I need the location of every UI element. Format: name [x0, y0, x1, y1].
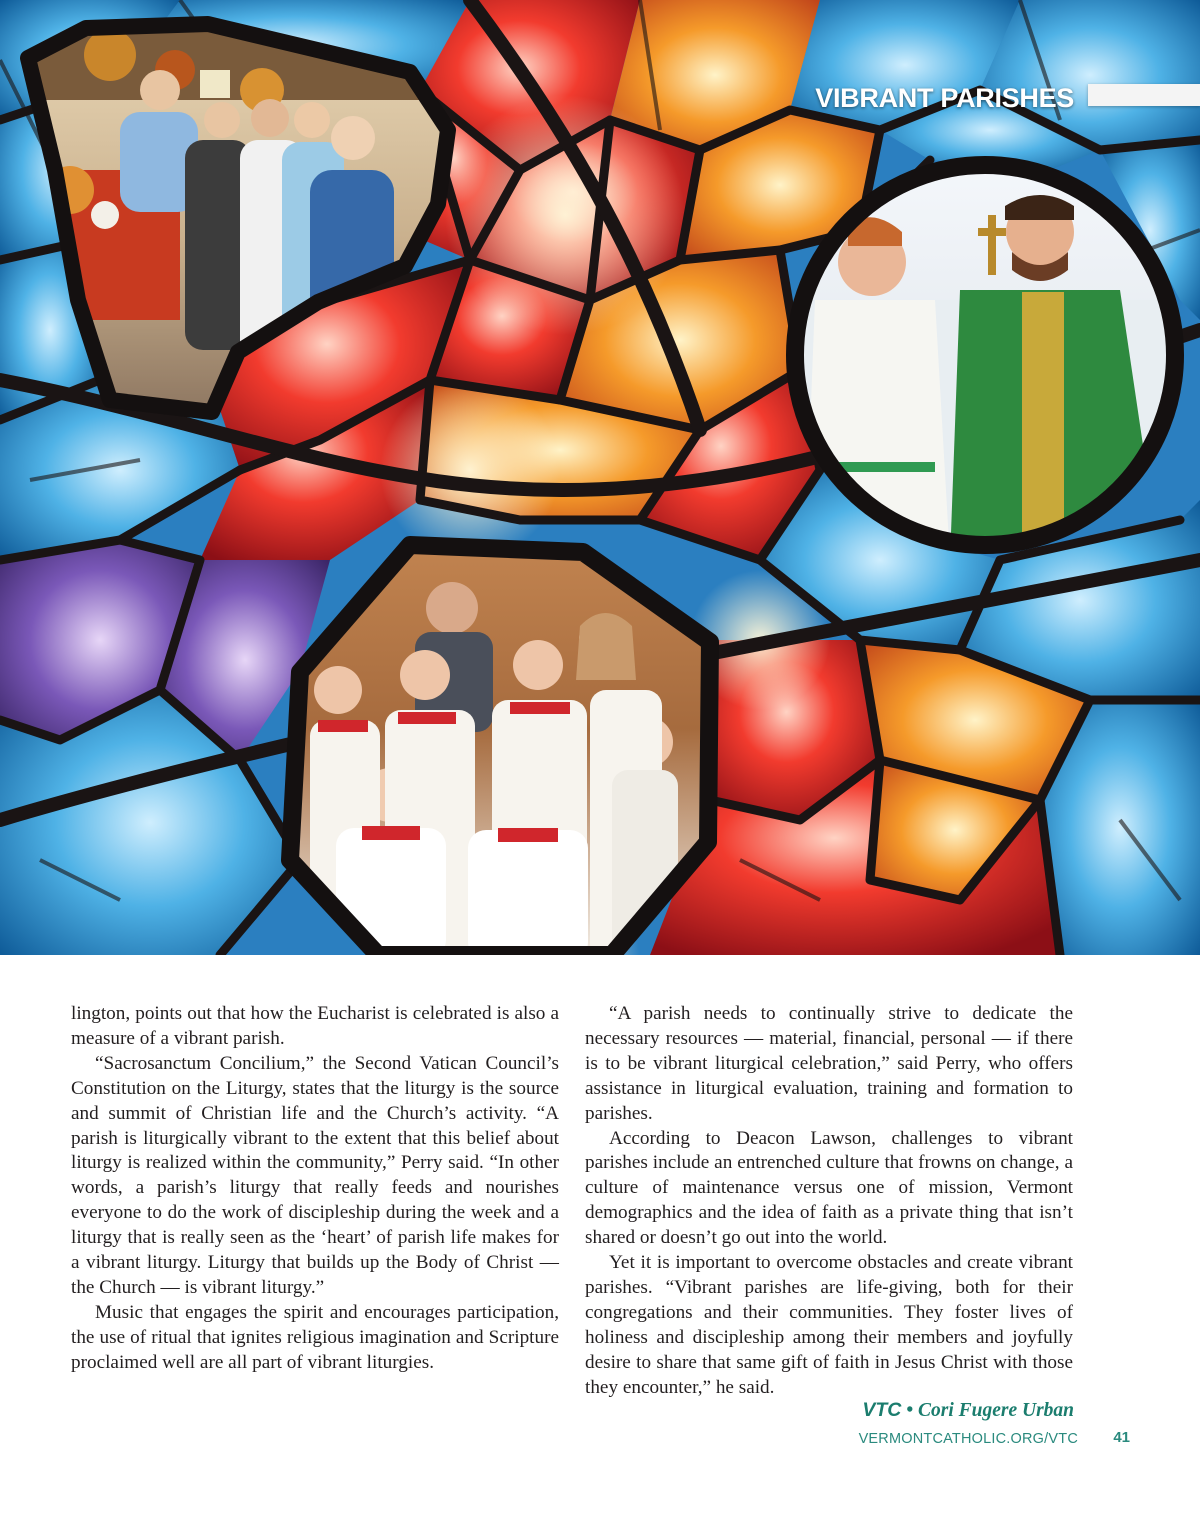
page-number: 41 [1113, 1429, 1130, 1446]
byline-separator: • [901, 1400, 918, 1421]
paragraph: “Sacrosanctum Concilium,” the Second Vatican Council’s Constitution on the Liturgy, states that the liturgy is the source and summit of Christian life and the Church’s activity. “A parish is liturgically vibrant to the extent that this belief about liturgy is realized within the community,” Perry said. “In other words, a parish’s liturgy that really feeds and nourishes everyone to do the work of discipleship during the week and a liturgy that is really seen as the ‘heart’ of parish life makes for a vibrant liturgy. Liturgy that builds up the Body of Christ — the Church — is vibrant liturgy.” [71, 1052, 559, 1298]
paragraph: lington, points out that how the Eucharist is celebrated is also a measure of a vibrant parish. [71, 1003, 559, 1049]
byline [862, 1399, 1074, 1422]
article-column-left [71, 1002, 559, 1376]
article-column-right [585, 1002, 1073, 1401]
section-tag [800, 80, 1200, 116]
paragraph: According to Deacon Lawson, challenges to vibrant parishes include an entrenched culture that frowns on change, a culture of maintenance versus one of mission, Vermont demographics and the idea of faith as a private thing that isn’t shared or doesn’t go out into the world. [585, 1127, 1073, 1249]
section-tag-bar [1088, 84, 1200, 106]
byline-author: Cori Fugere Urban [917, 1400, 1074, 1421]
paragraph: Music that engages the spirit and encourages participation, the use of ritual that ignites religious imagination and Scripture proclaimed well are all part of vibrant liturgies. [71, 1301, 559, 1373]
footer-url: VERMONTCATHOLIC.ORG/VTC [858, 1431, 1078, 1447]
paragraph: Yet it is important to overcome obstacles and create vibrant parishes. “Vibrant parishes are life-giving, both for their congregations and their communities. They foster lives of holiness and discipleship among their members and joyfully desire to share that same gift of faith in Jesus Christ with those they encounter,” he said. [585, 1252, 1073, 1398]
paragraph: “A parish needs to continually strive to dedicate the necessary resources — material, financial, personal — if there is to be vibrant liturgical celebration,” said Perry, who offers assistance in liturgical evaluation, training and formation to parishes. [585, 1003, 1073, 1124]
section-title: VIBRANT PARISHES [815, 83, 1074, 113]
byline-publication: VTC [862, 1399, 902, 1421]
